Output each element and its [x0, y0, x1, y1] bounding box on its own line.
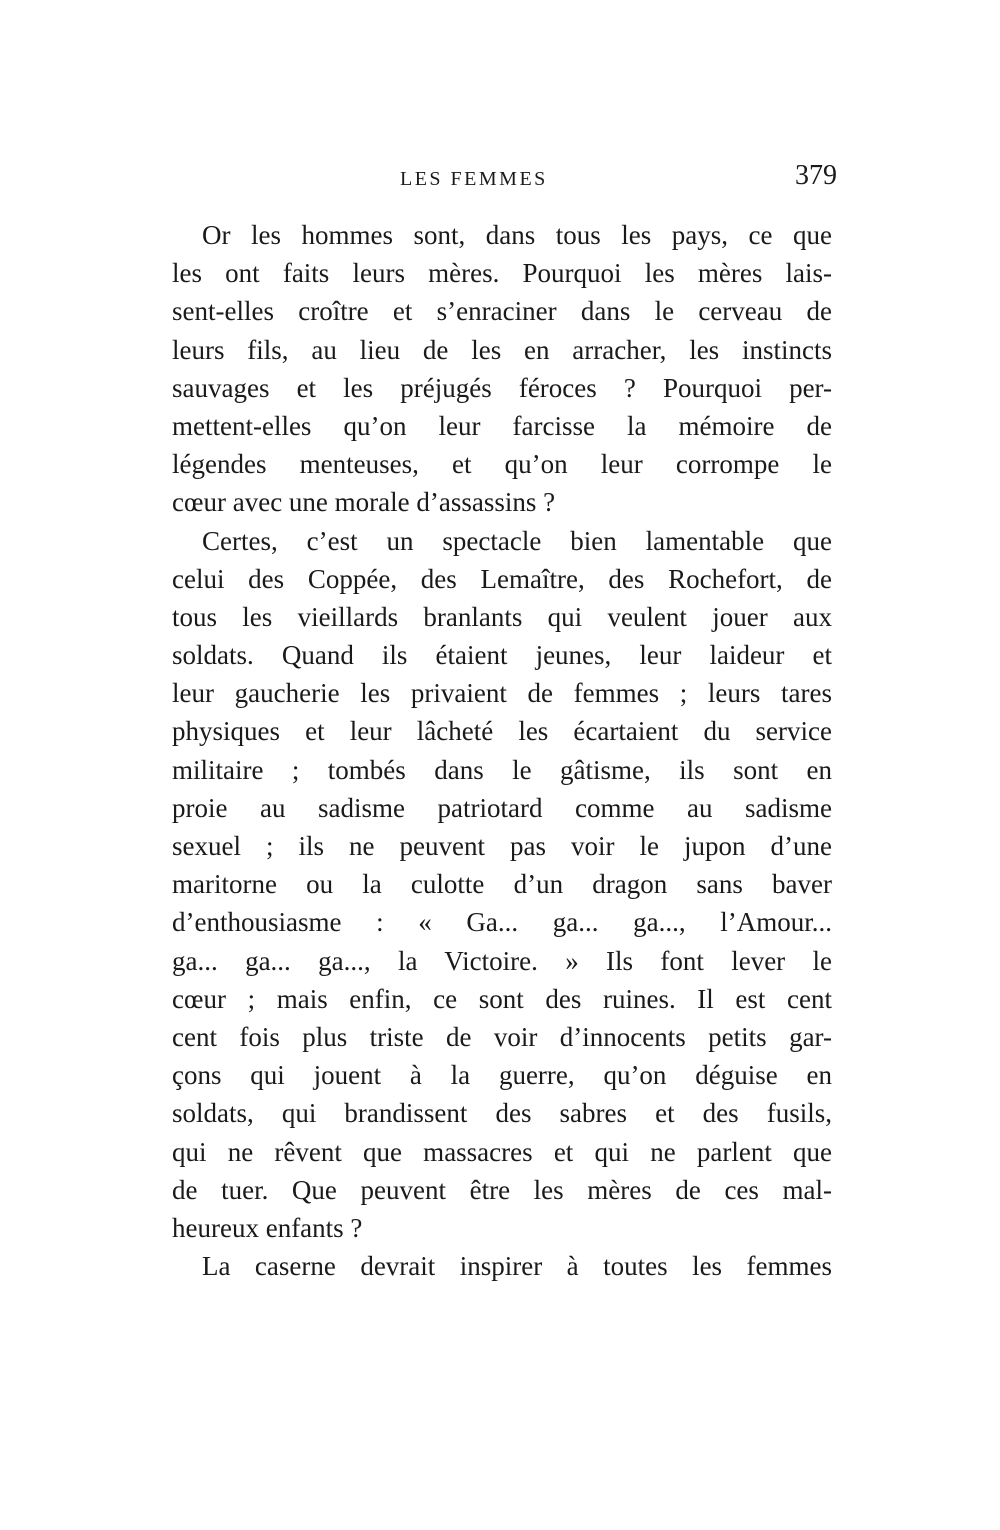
text-line: leurs fils, au lieu de les en arracher, les instincts: [172, 334, 832, 365]
text-line: Certes, c’est un spectacle bien lamentable que: [202, 525, 832, 556]
text-line: d’enthousiasme : « Ga... ga... ga..., l’Amour...: [172, 907, 832, 938]
text-line: soldats. Quand ils étaient jeunes, leur laideur et: [172, 640, 832, 671]
text-line: Or les hommes sont, dans tous les pays, ce que: [202, 220, 832, 250]
text-line: mettent-elles qu’on leur farcisse la mémoire de: [172, 410, 832, 441]
page-number: 379: [795, 160, 837, 191]
text-line: légendes menteuses, et qu’on leur corrompe le: [172, 449, 832, 480]
text-line: celui des Coppée, des Lemaître, des Rochefort, de: [172, 563, 832, 594]
text-line: heureux enfants ?: [172, 1212, 363, 1243]
text-line: La caserne devrait inspirer à toutes les femmes: [202, 1251, 832, 1282]
text-line: militaire ; tombés dans le gâtisme, ils sont en: [172, 754, 832, 785]
text-line: leur gaucherie les privaient de femmes ; leurs tares: [172, 678, 832, 709]
text-line: ga... ga... ga..., la Victoire. » Ils font lever le: [172, 945, 832, 976]
text-line: tous les vieillards branlants qui veulent jouer aux: [172, 601, 832, 632]
text-line: sauvages et les préjugés féroces ? Pourquoi per-: [172, 372, 832, 403]
text-line: soldats, qui brandissent des sabres et des fusils,: [172, 1098, 832, 1129]
text-line: sexuel ; ils ne peuvent pas voir le jupon d’une: [172, 831, 832, 861]
text-line: çons qui jouent à la guerre, qu’on déguise en: [172, 1060, 832, 1091]
text-line: qui ne rêvent que massacres et qui ne parlent que: [172, 1136, 832, 1167]
running-head: [172, 160, 837, 200]
text-line: cent fois plus triste de voir d’innocents petits gar-: [172, 1021, 832, 1052]
running-title: LES FEMMES: [400, 168, 548, 190]
text-line: cœur ; mais enfin, ce sont des ruines. Il est cent: [172, 983, 832, 1014]
text-line: les ont faits leurs mères. Pourquoi les mères lais-: [172, 258, 832, 289]
text-line: maritorne ou la culotte d’un dragon sans baver: [172, 869, 832, 900]
body-text: [172, 216, 832, 1285]
text-line: physiques et leur lâcheté les écartaient du service: [172, 716, 832, 747]
text-line: cœur avec une morale d’assassins ?: [172, 487, 556, 518]
text-line: proie au sadisme patriotard comme au sadisme: [172, 792, 832, 823]
text-line: sent-elles croître et s’enraciner dans le cerveau de: [172, 296, 832, 327]
text-line: de tuer. Que peuvent être les mères de ces mal-: [172, 1174, 832, 1205]
